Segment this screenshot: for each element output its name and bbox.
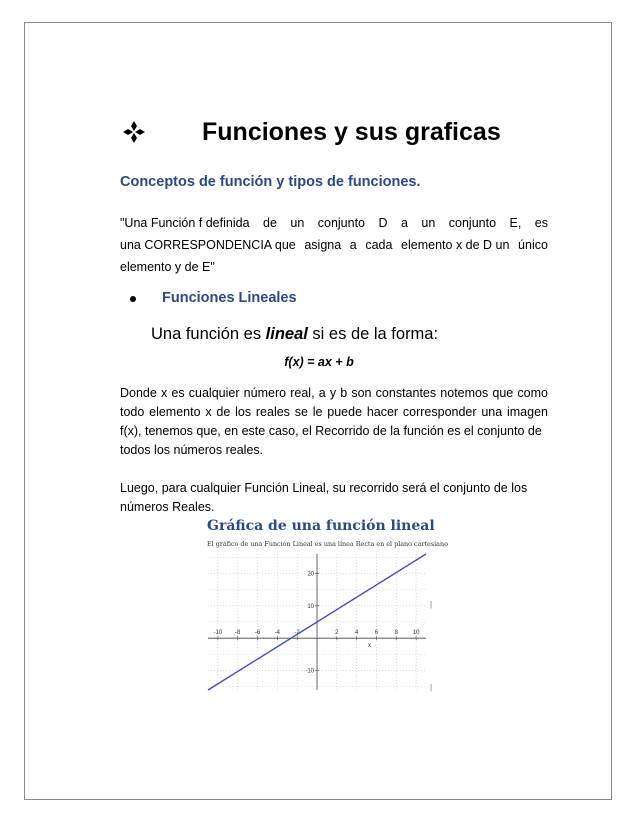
bullet-dot-icon: [130, 296, 136, 302]
stray-mark: |: [430, 683, 433, 692]
definition-word: a: [400, 216, 408, 230]
definition-word: es: [534, 216, 548, 230]
definition-word: a: [349, 238, 357, 252]
paragraph-1: [120, 384, 548, 460]
page-title: Funciones y sus graficas: [202, 118, 501, 146]
x-tick-label: 6: [374, 630, 379, 637]
definition-word: cada: [365, 238, 393, 252]
x-tick-label: 8: [394, 630, 398, 637]
definition-line-3: elemento y de E": [120, 260, 215, 274]
x-axis-label: x: [368, 643, 372, 650]
y-tick-label: -10: [305, 668, 314, 675]
x-tick-label: 2: [335, 630, 339, 637]
intro-after: si es de la forma:: [307, 325, 439, 343]
x-tick-label: -8: [235, 630, 241, 637]
bullet-heading: Funciones Lineales: [162, 290, 297, 306]
stray-mark: |: [430, 600, 433, 609]
intro-before: Una función es: [151, 325, 266, 343]
definition-line-2: [120, 237, 548, 253]
paragraph-2-last-line: números Reales.: [120, 500, 215, 514]
definition-word: un: [290, 216, 305, 230]
definition-word: elemento x de D un: [401, 238, 510, 252]
definition-word: conjunto: [317, 216, 366, 230]
figure-title: Gráfica de una función lineal: [207, 518, 435, 534]
intro-sentence: [151, 325, 438, 344]
x-tick-label: -10: [213, 630, 223, 637]
diamond-bullet-icon: [122, 120, 146, 144]
definition-word: único: [518, 238, 548, 252]
x-tick-label: -2: [294, 630, 300, 637]
definition-word: D: [378, 216, 388, 230]
x-tick-label: -6: [254, 630, 261, 637]
y-tick-label: 20: [307, 571, 314, 578]
definition-word: asigna: [304, 238, 342, 252]
definition-line-1: [120, 215, 548, 231]
definition-word: conjunto: [448, 216, 497, 230]
paragraph-1-last-line: todos los números reales.: [120, 443, 264, 457]
formula: f(x) = ax + b: [284, 355, 354, 369]
y-tick-label: 10: [307, 603, 314, 610]
definition-word: E,: [509, 216, 522, 230]
figure-caption: El gráfico de una Función Lineal es una línea Recta en el plano cartesiano: [207, 540, 448, 548]
paragraph-1-body: Donde x es cualquier número real, a y b son constantes notemos que como todo elemento x de los reales se le puede hacer corresponder una imagen f(x), tenemos que, en este caso, el Recorrido de la función es el conjunto de: [120, 386, 548, 438]
paragraph-2-body: Luego, para cualquier Función Lineal, su recorrido será el conjunto de los: [120, 481, 528, 495]
x-tick-label: 10: [412, 630, 420, 637]
x-tick-label: -4: [274, 630, 281, 637]
linear-function-chart: [200, 518, 440, 700]
intro-emphasis: lineal: [265, 325, 308, 343]
definition-word: "Una Función f definida: [120, 216, 250, 230]
definition-word: un: [421, 216, 436, 230]
title-row: [120, 116, 560, 150]
linear-function-figure: [200, 518, 448, 700]
definition-word: una CORRESPONDENCIA que: [120, 238, 296, 252]
definition-word: de: [263, 216, 277, 230]
x-tick-label: 4: [354, 630, 359, 637]
paragraph-2: [120, 479, 548, 517]
section-subtitle: Conceptos de función y tipos de funciones.: [120, 174, 421, 190]
